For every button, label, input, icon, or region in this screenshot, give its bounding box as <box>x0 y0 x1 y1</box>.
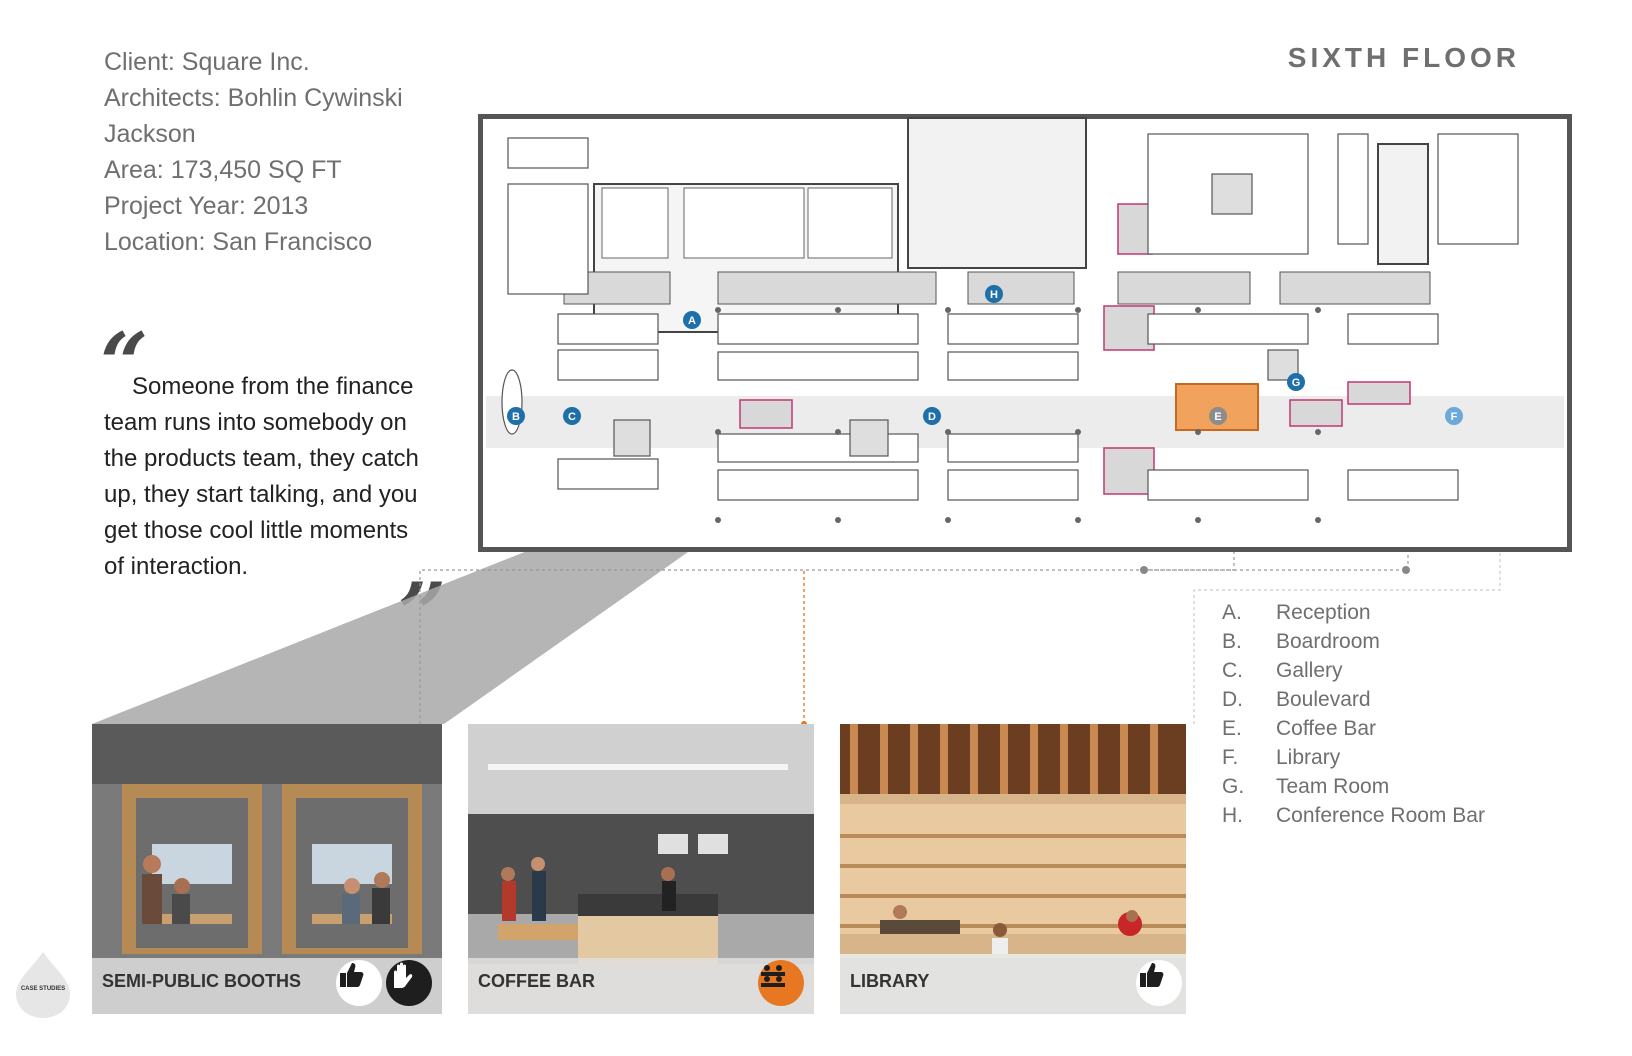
case-studies-logo <box>14 950 72 1020</box>
core-room-center <box>908 118 1086 268</box>
legend-letter: B. <box>1222 630 1242 653</box>
legend-label: Gallery <box>1276 659 1343 682</box>
legend-label: Boulevard <box>1276 688 1371 711</box>
photo-coffee-bar <box>468 724 814 1014</box>
year-text: Project Year: 2013 <box>104 192 309 220</box>
architects-text-cont: Jackson <box>104 120 196 148</box>
legend-item <box>1222 685 1552 714</box>
legend-item <box>1222 801 1552 830</box>
legend <box>1222 598 1552 830</box>
marker-e-label: E <box>1214 411 1222 423</box>
marker-b-label: B <box>512 411 520 423</box>
legend-item <box>1222 714 1552 743</box>
photo-caption: COFFEE BAR <box>478 971 595 991</box>
leader-dot <box>1140 566 1148 574</box>
thumbs-up-icon <box>1136 960 1182 1006</box>
area-text: Area: 173,450 SQ FT <box>104 156 342 184</box>
marker-h-label: H <box>990 289 998 301</box>
legend-label: Team Room <box>1276 775 1390 798</box>
marker-d-label: D <box>928 411 936 423</box>
hand-icon <box>386 960 432 1006</box>
group-icon <box>758 960 804 1006</box>
floor-plan <box>478 114 1572 552</box>
marker-f-label: F <box>1450 411 1458 423</box>
room <box>684 188 804 258</box>
legend-letter: A. <box>1222 601 1242 624</box>
photo-semi-public-booths <box>92 724 442 1014</box>
legend-item <box>1222 743 1552 772</box>
quote-text: Someone from the finance team runs into somebody on the products team, they catch up, they start talking, and you get those cool little moments of interaction. <box>104 373 419 580</box>
legend-letter: H. <box>1222 804 1243 827</box>
legend-letter: E. <box>1222 717 1242 740</box>
leader-dot <box>1402 566 1410 574</box>
case-studies-label: CASE STUDIES <box>20 986 66 992</box>
photo-caption: LIBRARY <box>850 971 930 991</box>
room <box>602 188 668 258</box>
legend-letter: D. <box>1222 688 1243 711</box>
legend-letter: F. <box>1222 746 1239 769</box>
thumbs-up-icon <box>336 960 382 1006</box>
legend-label: Coffee Bar <box>1276 717 1377 740</box>
legend-item <box>1222 627 1552 656</box>
architects-text: Architects: Bohlin Cywinski <box>104 84 403 112</box>
legend-item <box>1222 656 1552 685</box>
location-text: Location: San Francisco <box>104 228 373 256</box>
legend-item <box>1222 598 1552 627</box>
legend-item <box>1222 772 1552 801</box>
legend-label: Reception <box>1276 601 1371 624</box>
legend-letter: G. <box>1222 775 1245 798</box>
photo-caption: SEMI-PUBLIC BOOTHS <box>102 971 302 991</box>
room <box>808 188 892 258</box>
legend-label: Conference Room Bar <box>1276 804 1485 827</box>
legend-label: Boardroom <box>1276 630 1380 653</box>
quote-open-mark: “ <box>100 314 149 413</box>
legend-label: Library <box>1276 746 1341 769</box>
client-text: Client: Square Inc. <box>104 48 310 76</box>
photo-library <box>840 724 1186 1014</box>
core-room-right <box>1378 144 1428 264</box>
marker-c-label: C <box>568 411 576 423</box>
legend-letter: C. <box>1222 659 1243 682</box>
marker-g-label: G <box>1291 377 1301 389</box>
floor-title: SIXTH FLOOR <box>1287 42 1520 73</box>
marker-a-label: A <box>688 315 696 327</box>
